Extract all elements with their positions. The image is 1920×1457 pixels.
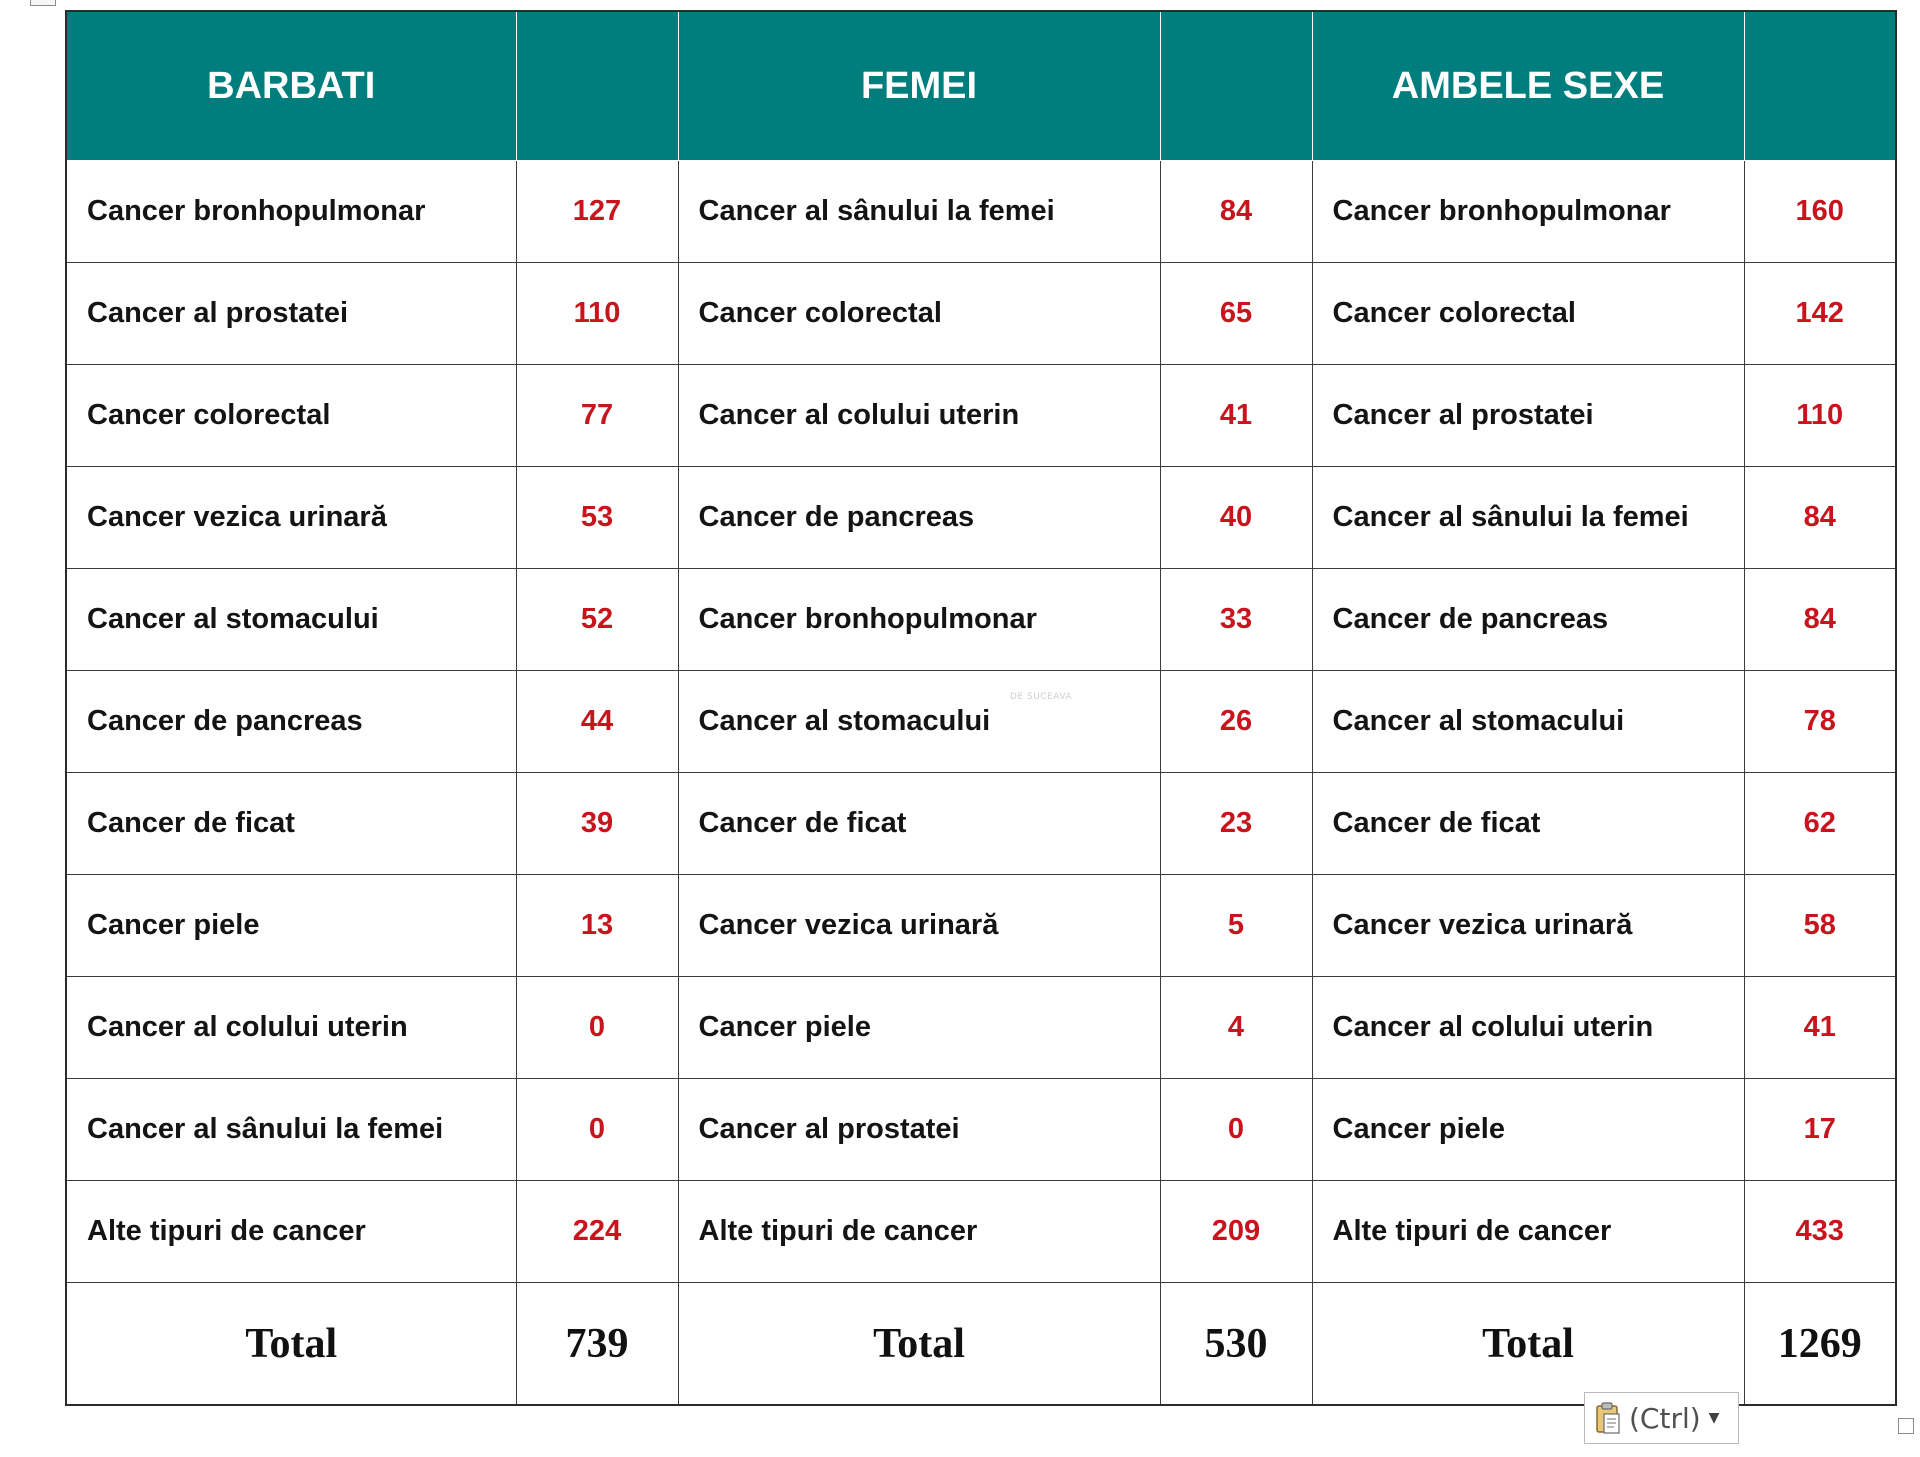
- cancer-type-ambele: Cancer piele: [1312, 1079, 1744, 1181]
- total-value-barbati: 739: [516, 1283, 678, 1406]
- cancer-type-ambele: Cancer al colului uterin: [1312, 977, 1744, 1079]
- case-count-barbati: 39: [516, 773, 678, 875]
- case-count-barbati: 77: [516, 365, 678, 467]
- case-count-femei: 84: [1160, 161, 1312, 263]
- total-value-ambele: 1269: [1744, 1283, 1896, 1406]
- total-value-femei: 530: [1160, 1283, 1312, 1406]
- cancer-type-ambele: Alte tipuri de cancer: [1312, 1181, 1744, 1283]
- case-count-femei: 209: [1160, 1181, 1312, 1283]
- cancer-type-ambele: Cancer vezica urinară: [1312, 875, 1744, 977]
- case-count-femei: 0: [1160, 1079, 1312, 1181]
- cancer-type-barbati: Cancer de pancreas: [66, 671, 516, 773]
- cancer-type-femei: Cancer al sânului la femei: [678, 161, 1160, 263]
- cancer-type-ambele: Cancer bronhopulmonar: [1312, 161, 1744, 263]
- case-count-barbati: 224: [516, 1181, 678, 1283]
- cancer-type-barbati: Cancer al stomacului: [66, 569, 516, 671]
- header-row: [66, 11, 1896, 161]
- case-count-femei: 33: [1160, 569, 1312, 671]
- case-count-ambele: 62: [1744, 773, 1896, 875]
- cancer-type-barbati: Cancer vezica urinară: [66, 467, 516, 569]
- case-count-femei: 26: [1160, 671, 1312, 773]
- paste-options-label: (Ctrl): [1629, 1401, 1701, 1435]
- case-count-femei: 65: [1160, 263, 1312, 365]
- table-row: [66, 1079, 1896, 1181]
- table-row: [66, 1181, 1896, 1283]
- case-count-barbati: 44: [516, 671, 678, 773]
- header-femei: FEMEI: [678, 11, 1160, 161]
- case-count-barbati: 52: [516, 569, 678, 671]
- cancer-type-barbati: Cancer de ficat: [66, 773, 516, 875]
- caret-down-icon: ▼: [1708, 1410, 1720, 1426]
- case-count-ambele: 110: [1744, 365, 1896, 467]
- cancer-type-ambele: Cancer al sânului la femei: [1312, 467, 1744, 569]
- case-count-ambele: 160: [1744, 161, 1896, 263]
- case-count-barbati: 0: [516, 1079, 678, 1181]
- table-row: [66, 569, 1896, 671]
- case-count-femei: 41: [1160, 365, 1312, 467]
- cancer-type-femei: Cancer bronhopulmonar: [678, 569, 1160, 671]
- case-count-barbati: 110: [516, 263, 678, 365]
- case-count-ambele: 17: [1744, 1079, 1896, 1181]
- cancer-type-ambele: Cancer al stomacului: [1312, 671, 1744, 773]
- paste-options-button[interactable]: [1584, 1392, 1739, 1444]
- cancer-type-femei: Cancer al stomacului: [678, 671, 1160, 773]
- case-count-ambele: 84: [1744, 569, 1896, 671]
- cancer-type-ambele: Cancer de pancreas: [1312, 569, 1744, 671]
- cancer-type-ambele: Cancer de ficat: [1312, 773, 1744, 875]
- total-row: [66, 1283, 1896, 1406]
- cancer-type-femei: Cancer de ficat: [678, 773, 1160, 875]
- cancer-type-barbati: Cancer al colului uterin: [66, 977, 516, 1079]
- case-count-ambele: 433: [1744, 1181, 1896, 1283]
- case-count-barbati: 53: [516, 467, 678, 569]
- table-row: [66, 977, 1896, 1079]
- header-barbati: BARBATI: [66, 11, 516, 161]
- table-move-handle[interactable]: [30, 0, 56, 6]
- header-ambele-sexe: AMBELE SEXE: [1312, 11, 1744, 161]
- cancer-type-barbati: Cancer al prostatei: [66, 263, 516, 365]
- cancer-type-femei: Cancer vezica urinară: [678, 875, 1160, 977]
- table-row: [66, 263, 1896, 365]
- case-count-femei: 5: [1160, 875, 1312, 977]
- table-row: [66, 161, 1896, 263]
- case-count-barbati: 0: [516, 977, 678, 1079]
- cancer-type-barbati: Cancer bronhopulmonar: [66, 161, 516, 263]
- cancer-type-barbati: Cancer colorectal: [66, 365, 516, 467]
- table-row: [66, 671, 1896, 773]
- cancer-type-femei: Cancer al prostatei: [678, 1079, 1160, 1181]
- cancer-type-femei: Cancer al colului uterin: [678, 365, 1160, 467]
- cancer-type-femei: Cancer de pancreas: [678, 467, 1160, 569]
- case-count-ambele: 58: [1744, 875, 1896, 977]
- total-label-barbati: Total: [66, 1283, 516, 1406]
- cancer-type-ambele: Cancer al prostatei: [1312, 365, 1744, 467]
- table-resize-handle[interactable]: [1898, 1418, 1914, 1434]
- case-count-femei: 4: [1160, 977, 1312, 1079]
- case-count-ambele: 78: [1744, 671, 1896, 773]
- case-count-ambele: 84: [1744, 467, 1896, 569]
- header-femei-value: [1160, 11, 1312, 161]
- cancer-type-ambele: Cancer colorectal: [1312, 263, 1744, 365]
- cancer-type-femei: Cancer colorectal: [678, 263, 1160, 365]
- case-count-ambele: 41: [1744, 977, 1896, 1079]
- table-row: [66, 773, 1896, 875]
- total-label-femei: Total: [678, 1283, 1160, 1406]
- header-barbati-value: [516, 11, 678, 161]
- header-ambele-sexe-value: [1744, 11, 1896, 161]
- cancer-type-barbati: Cancer al sânului la femei: [66, 1079, 516, 1181]
- case-count-barbati: 127: [516, 161, 678, 263]
- case-count-barbati: 13: [516, 875, 678, 977]
- table-row: [66, 467, 1896, 569]
- case-count-femei: 23: [1160, 773, 1312, 875]
- total-label-ambele: Total: [1312, 1283, 1744, 1406]
- cancer-type-barbati: Cancer piele: [66, 875, 516, 977]
- cancer-type-femei: Alte tipuri de cancer: [678, 1181, 1160, 1283]
- case-count-ambele: 142: [1744, 263, 1896, 365]
- cancer-statistics-table: [65, 10, 1897, 1406]
- clipboard-icon: [1595, 1401, 1621, 1435]
- table-row: [66, 365, 1896, 467]
- case-count-femei: 40: [1160, 467, 1312, 569]
- cancer-type-barbati: Alte tipuri de cancer: [66, 1181, 516, 1283]
- cancer-type-femei: Cancer piele: [678, 977, 1160, 1079]
- table-row: [66, 875, 1896, 977]
- watermark-text: DE SUCEAVA: [1010, 692, 1073, 702]
